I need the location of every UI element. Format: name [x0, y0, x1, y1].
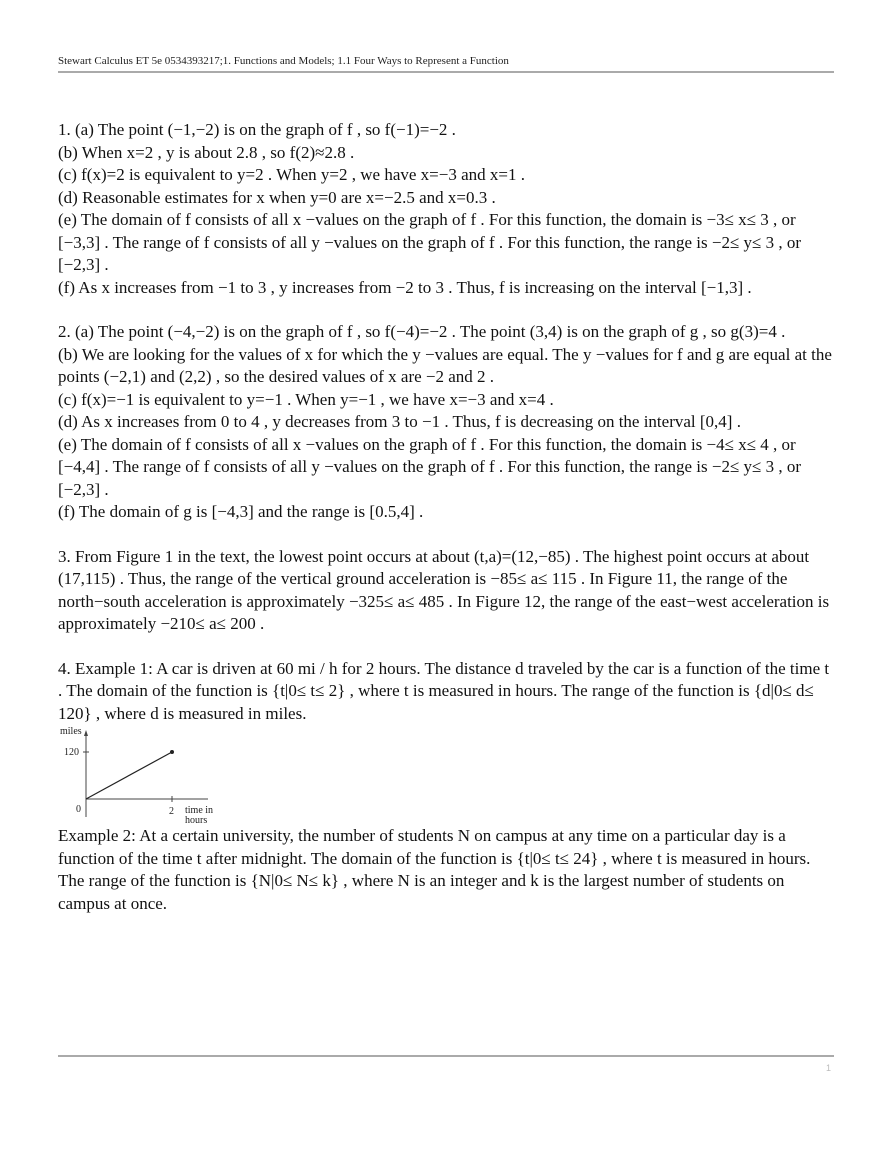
graph-svg [58, 727, 228, 825]
page-number: 1 [826, 1063, 832, 1073]
problem-3-line: 3. From Figure 1 in the text, the lowest point occurs at about (t,a)=(12,−85) . The highest point occurs at about (17,115) . Thus, the range of the vertical ground acceleration is −85≤ a≤ 115 . In Figure 11, the range of the north−south acceleration is approximately −325≤ a≤ 485 . In Figure 12, the range of the east−west acceleration is approximately −210≤ a≤ 200 . [58, 546, 830, 633]
problem-1-line: (b) When x=2 , y is about 2.8 , so f(2)≈2.8 . [58, 142, 355, 162]
y-tick-label: 120 [64, 747, 79, 758]
problem-3 [58, 546, 834, 636]
x-axis-label-line2: hours [185, 815, 208, 825]
header-rule [58, 71, 834, 73]
footer-rule [58, 1055, 834, 1057]
problem-4-line: 4. Example 1: A car is driven at 60 mi / h for 2 hours. The distance d traveled by the car is a function of the time t . The domain of the function is {t|0≤ t≤ 2} , where t is measured in hours. The range of the function is {d|0≤ d≤ 120} , where d is measured in miles. [58, 658, 830, 723]
problem-2 [58, 321, 834, 524]
problem-1-line: (d) Reasonable estimates for x when y=0 are x=−2.5 and x=0.3 . [58, 187, 496, 207]
x-axis-label-line1: time in [185, 805, 214, 816]
endpoint-dot [170, 750, 174, 754]
y-axis-label: miles [60, 727, 82, 737]
solutions-body [58, 119, 834, 937]
problem-1 [58, 119, 834, 299]
x-tick-label: 2 [169, 806, 174, 817]
problem-1-line: 1. (a) The point (−1,−2) is on the graph of f , so f(−1)=−2 . [58, 120, 456, 139]
problem-2-line: 2. (a) The point (−4,−2) is on the graph of f , so f(−4)=−2 . The point (3,4) is on the graph of g , so g(3)=4 . [58, 322, 786, 341]
y-axis-arrow-icon [84, 730, 88, 736]
problem-2-line: (e) The domain of f consists of all x −values on the graph of f . For this function, the domain is −4≤ x≤ 4 , or [−4,4] . The range of f consists of all y −values on the graph of f . For this function, the range is −2≤ y≤ 3 , or [−2,3] . [58, 434, 802, 499]
problem-2-line: (c) f(x)=−1 is equivalent to y=−1 . When y=−1 , we have x=−3 and x=4 . [58, 389, 554, 409]
problem-2-line: (f) The domain of g is [−4,3] and the range is [0.5,4] . [58, 502, 424, 521]
problem-2-line: (d) As x increases from 0 to 4 , y decreases from 3 to −1 . Thus, f is decreasing on the interval [0,4] . [58, 412, 741, 431]
problem-2-line: (b) We are looking for the values of x for which the y −values are equal. The y −values for f and g are equal at the points (−2,1) and (2,2) , so the desired values of x are −2 and 2 . [58, 344, 832, 386]
problem-1-line: (f) As x increases from −1 to 3 , y increases from −2 to 3 . Thus, f is increasing on the interval [−1,3] . [58, 277, 752, 297]
origin-label: 0 [76, 804, 81, 815]
problem-4-example-2: Example 2: At a certain university, the number of students N on campus at any time on a particular day is a function of the time t after midnight. The domain of the function is {t|0≤ t≤ 24} , where t is measured in hours. The range of the function is {N|0≤ N≤ k} , where N is an integer and k is the largest number of students on campus at once. [58, 826, 811, 913]
problem-1-line: (e) The domain of f consists of all x −values on the graph of f . For this function, the domain is −3≤ x≤ 3 , or [−3,3] . The range of f consists of all y −values on the graph of f . For this function, the range is −2≤ y≤ 3 , or [−2,3] . [58, 210, 802, 274]
problem-1-line: (c) f(x)=2 is equivalent to y=2 . When y=2 , we have x=−3 and x=1 . [58, 165, 525, 184]
distance-time-graph [58, 727, 228, 825]
problem-4 [58, 658, 834, 916]
page-header: Stewart Calculus ET 5e 0534393217;1. Functions and Models; 1.1 Four Ways to Represent a Function [58, 55, 509, 67]
distance-line [86, 752, 172, 799]
